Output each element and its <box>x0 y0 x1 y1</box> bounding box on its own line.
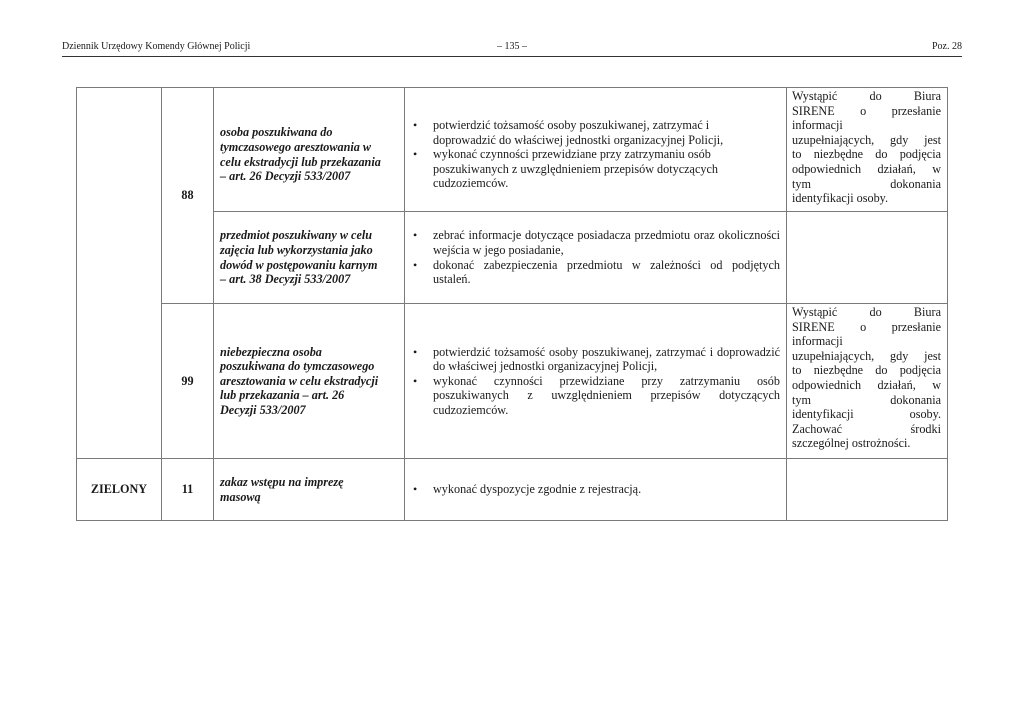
notes-line: SIRENE o przesłanie <box>792 319 941 334</box>
code-cell: 11 <box>162 459 214 521</box>
notes-line: szczególnej ostrożności. <box>792 436 911 451</box>
action-item <box>409 228 780 257</box>
description-line: lub przekazania – art. 26 <box>220 388 345 403</box>
action-item <box>409 482 780 497</box>
alerts-table <box>76 87 948 521</box>
description-line: – art. 26 Decyzji 533/2007 <box>220 169 351 184</box>
bullet-icon: • <box>413 257 418 272</box>
description-line: dowód w postępowaniu karnym <box>220 257 378 272</box>
actions-cell <box>405 459 787 521</box>
description-line: tymczasowego aresztowania w <box>220 139 371 154</box>
action-text: zebrać informacje dotyczące posiadacza przedmiotu oraz okoliczności wejścia w jego posiadanie, <box>433 228 780 257</box>
action-text: wykonać dyspozycje zgodnie z rejestracją. <box>433 482 642 497</box>
actions-cell <box>405 212 787 304</box>
page-number: – 135 – <box>497 41 527 52</box>
notes-line: to niezbędne do podjęcia <box>792 363 941 378</box>
bullet-icon: • <box>413 373 418 388</box>
actions-list <box>409 482 780 497</box>
description-cell <box>214 212 405 304</box>
description-cell <box>214 459 405 521</box>
action-item <box>409 118 758 147</box>
action-text: dokonać zabezpieczenia przedmiotu w zależności od podjętych ustaleń. <box>433 257 780 287</box>
notes-line: tym dokonania <box>792 176 941 191</box>
table-row <box>77 88 948 212</box>
notes-cell <box>787 212 948 304</box>
notes-cell <box>787 459 948 521</box>
description-line: – art. 38 Decyzji 533/2007 <box>220 272 351 287</box>
action-item <box>409 345 780 374</box>
notes-line: identyfikacji osoby. <box>792 191 889 206</box>
description-lines <box>220 475 398 504</box>
notes-text <box>792 88 941 206</box>
code-cell: 99 <box>162 304 214 459</box>
notes-line: Wystąpić do Biura <box>792 89 941 103</box>
level-cell: ZIELONY <box>77 459 162 521</box>
description-cell <box>214 304 405 459</box>
description-lines <box>220 115 398 183</box>
action-text: wykonać czynności przewidziane przy zatrzymaniu osób poszukiwanych z uwzględnieniem przepisów dotyczących cudzoziemców. <box>433 147 718 191</box>
journal-title: Dziennik Urzędowy Komendy Głównej Policji <box>62 41 251 52</box>
notes-line: identyfikacji osoby. <box>792 407 941 422</box>
notes-line: SIRENE o przesłanie <box>792 103 941 118</box>
description-line: aresztowania w celu ekstradycji <box>220 373 379 388</box>
notes-text <box>792 304 941 451</box>
position-number: Poz. 28 <box>932 41 962 52</box>
actions-cell <box>405 88 787 212</box>
notes-line: uzupełniających, gdy jest <box>792 348 941 363</box>
notes-line: odpowiednich działań, w <box>792 161 941 176</box>
description-line: Decyzji 533/2007 <box>220 402 306 417</box>
table-row <box>77 304 948 459</box>
description-line: masową <box>220 489 261 504</box>
actions-cell <box>405 304 787 459</box>
action-text: wykonać czynności przewidziane przy zatrzymaniu osób poszukiwanych z uwzględnieniem przepisów dotyczących cudzoziemców. <box>433 373 780 417</box>
description-line: niebezpieczna osoba <box>220 344 322 359</box>
bullet-icon: • <box>413 228 418 243</box>
notes-line: uzupełniających, gdy jest <box>792 132 941 147</box>
description-lines <box>220 228 398 286</box>
table-row <box>77 459 948 521</box>
description-line: przedmiot poszukiwany w celu <box>220 228 373 243</box>
notes-line: odpowiednich działań, w <box>792 377 941 392</box>
code-cell: 88 <box>162 88 214 304</box>
notes-cell <box>787 304 948 459</box>
action-item <box>409 258 780 287</box>
description-line: zakaz wstępu na imprezę <box>220 474 344 489</box>
description-cell <box>214 88 405 212</box>
notes-line: tym dokonania <box>792 392 941 407</box>
notes-line: informacji <box>792 118 843 133</box>
action-item <box>409 147 758 191</box>
actions-list <box>409 228 780 286</box>
bullet-icon: • <box>413 482 418 497</box>
description-lines <box>220 345 398 418</box>
notes-line: Wystąpić do Biura <box>792 305 941 319</box>
description-line: osoba poszukiwana do <box>220 125 333 140</box>
actions-list <box>409 108 780 191</box>
notes-line: Zachować środki <box>792 421 941 436</box>
notes-cell <box>787 88 948 212</box>
level-cell <box>77 88 162 459</box>
bullet-icon: • <box>413 118 418 133</box>
notes-line: informacji <box>792 334 843 349</box>
description-line: celu ekstradycji lub przekazania <box>220 154 381 169</box>
header-rule <box>62 56 962 57</box>
description-line: zajęcia lub wykorzystania jako <box>220 242 373 257</box>
bullet-icon: • <box>413 147 418 162</box>
action-text: potwierdzić tożsamość osoby poszukiwanej, zatrzymać i doprowadzić do właściwej jednostki organizacyjnej Policji, <box>433 118 724 147</box>
action-item <box>409 374 780 418</box>
actions-list <box>409 345 780 418</box>
page-header <box>62 40 962 54</box>
bullet-icon: • <box>413 344 418 359</box>
description-line: poszukiwana do tymczasowego <box>220 359 375 374</box>
action-text: potwierdzić tożsamość osoby poszukiwanej, zatrzymać i doprowadzić do właściwej jednostki organizacyjnej Policji, <box>433 344 780 374</box>
notes-line: to niezbędne do podjęcia <box>792 147 941 162</box>
